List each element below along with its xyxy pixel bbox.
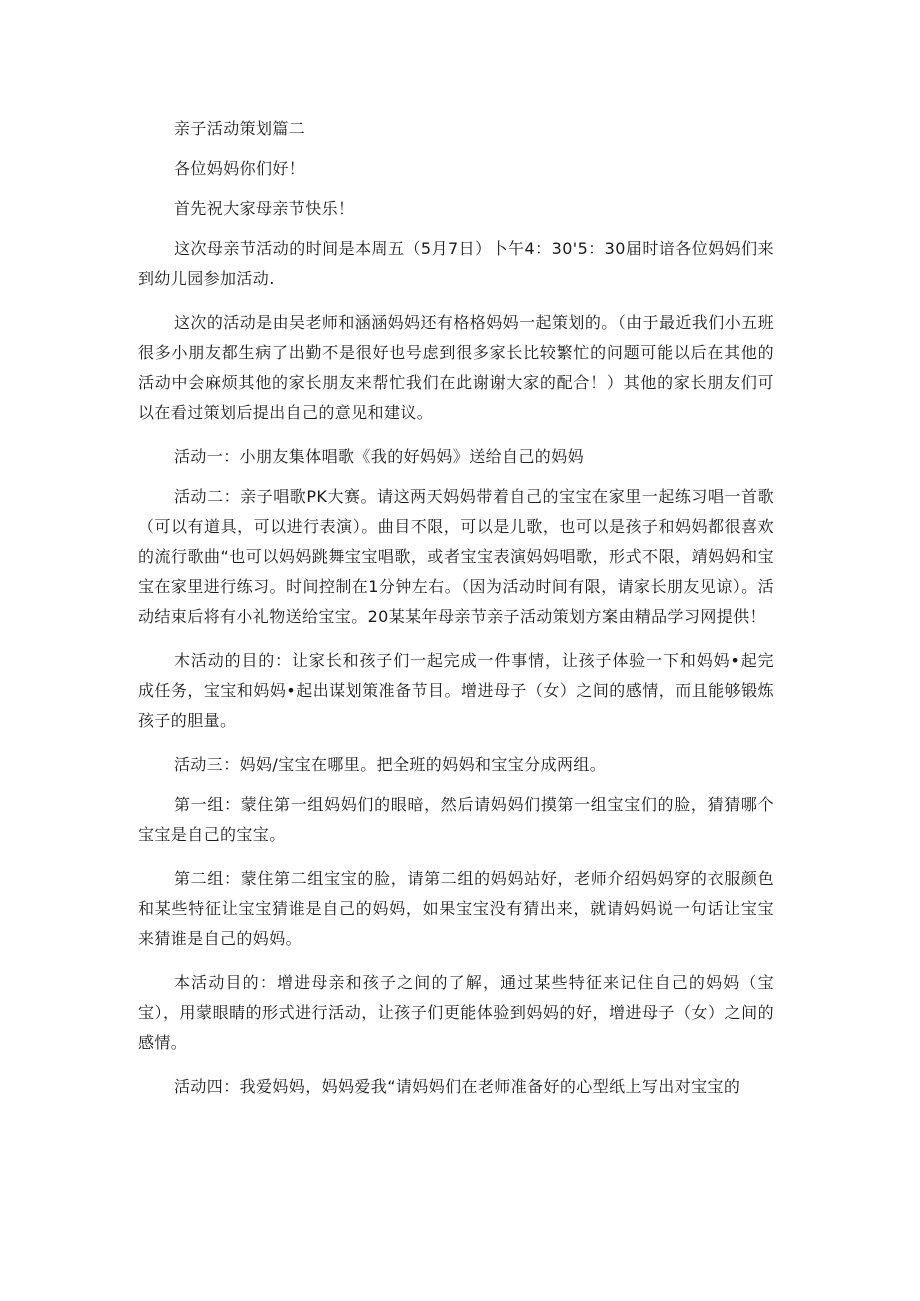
activity-two-paragraph: 活动二：亲子唱歌PK大赛。请这两天妈妈带着自己的宝宝在家里一起练习唱一首歌（可以有道具，可以进行表演）。曲目不限，可以是儿歌，也可以是孩子和妈妈都很喜欢的流行歌曲“也可以妈妈跳舞宝宝唱歌，或者宝宝表演妈妈唱歌，形式不限，靖妈妈和宝宝在家里进行练习。时间控制在1分钟左右。（因为活动时间有限，请家长朋友见谅）。活动结束后将有小礼物送给宝宝。20某某年母亲节亲子活动策划方案由精品学习网提供！ <box>138 487 774 626</box>
activity-three-paragraph: 活动三：妈妈/宝宝在哪里。把全班的妈妈和宝宝分成两组。 <box>174 755 607 774</box>
document-title: 亲子活动策划篇二 <box>174 119 306 138</box>
activity-three-purpose-paragraph: 本活动目的：增进母亲和孩子之间的了解，通过某些特征来记住自己的妈妈（宝宝），用蒙眼睛的形式进行活动，让孩子们更能体验到妈妈的好，增进母子（女）之间的感情。 <box>138 973 774 1052</box>
activity-one-paragraph: 活动一：小朋友集体唱歌《我的好妈妈》送给自己的妈妈 <box>174 447 585 466</box>
organizers-paragraph: 这次的活动是由吴老师和涵涵妈妈还有格格妈妈一起策划的。（由于最近我们小五班很多小朋友都生病了出勤不是很好也号虑到很多家长比较繁忙的问题可能以后在其他的活动中会麻烦其他的家长朋友来帮忙我们在此谢谢大家的配合！）其他的家长朋友们可以在看过策划后提出自己的意见和建议。 <box>138 313 774 422</box>
document-body <box>138 114 774 1116</box>
event-time-paragraph: 这次母亲节活动的时间是本周五（5月7日）卜午4：30'5：30届时谙各位妈妈们来到幼儿园参加活动. <box>138 239 774 288</box>
wishes-paragraph: 首先祝大家母亲节快乐！ <box>174 199 355 218</box>
group-one-paragraph: 第一组：蒙住第一组妈妈们的眼暗，然后请妈妈们摸第一组宝宝们的脸，猜猜哪个宝宝是自己的宝宝。 <box>138 795 774 844</box>
activity-two-purpose-paragraph: 木活动的目的：让家长和孩子们一起完成一件事情，让孩子体验一下和妈妈•起完成任务，宝宝和妈妈•起出谋划策准备节目。增进母子（女）之间的感情，而且能够锻炼孩子的胆量。 <box>138 651 774 730</box>
greeting-paragraph: 各位妈妈你们好！ <box>174 159 306 178</box>
group-two-paragraph: 第二组：蒙住第二组宝宝的脸，请第二组的妈妈站好，老师介绍妈妈穿的衣服颜色和某些特征让宝宝猜谁是自己的妈妈，如果宝宝没有猜出来，就请妈妈说一句话让宝宝来猜谁是自己的妈妈。 <box>138 869 774 948</box>
activity-four-paragraph: 活动四：我爱妈妈，妈妈爱我“请妈妈们在老师准备好的心型纸上写出对宝宝的 <box>174 1077 741 1096</box>
